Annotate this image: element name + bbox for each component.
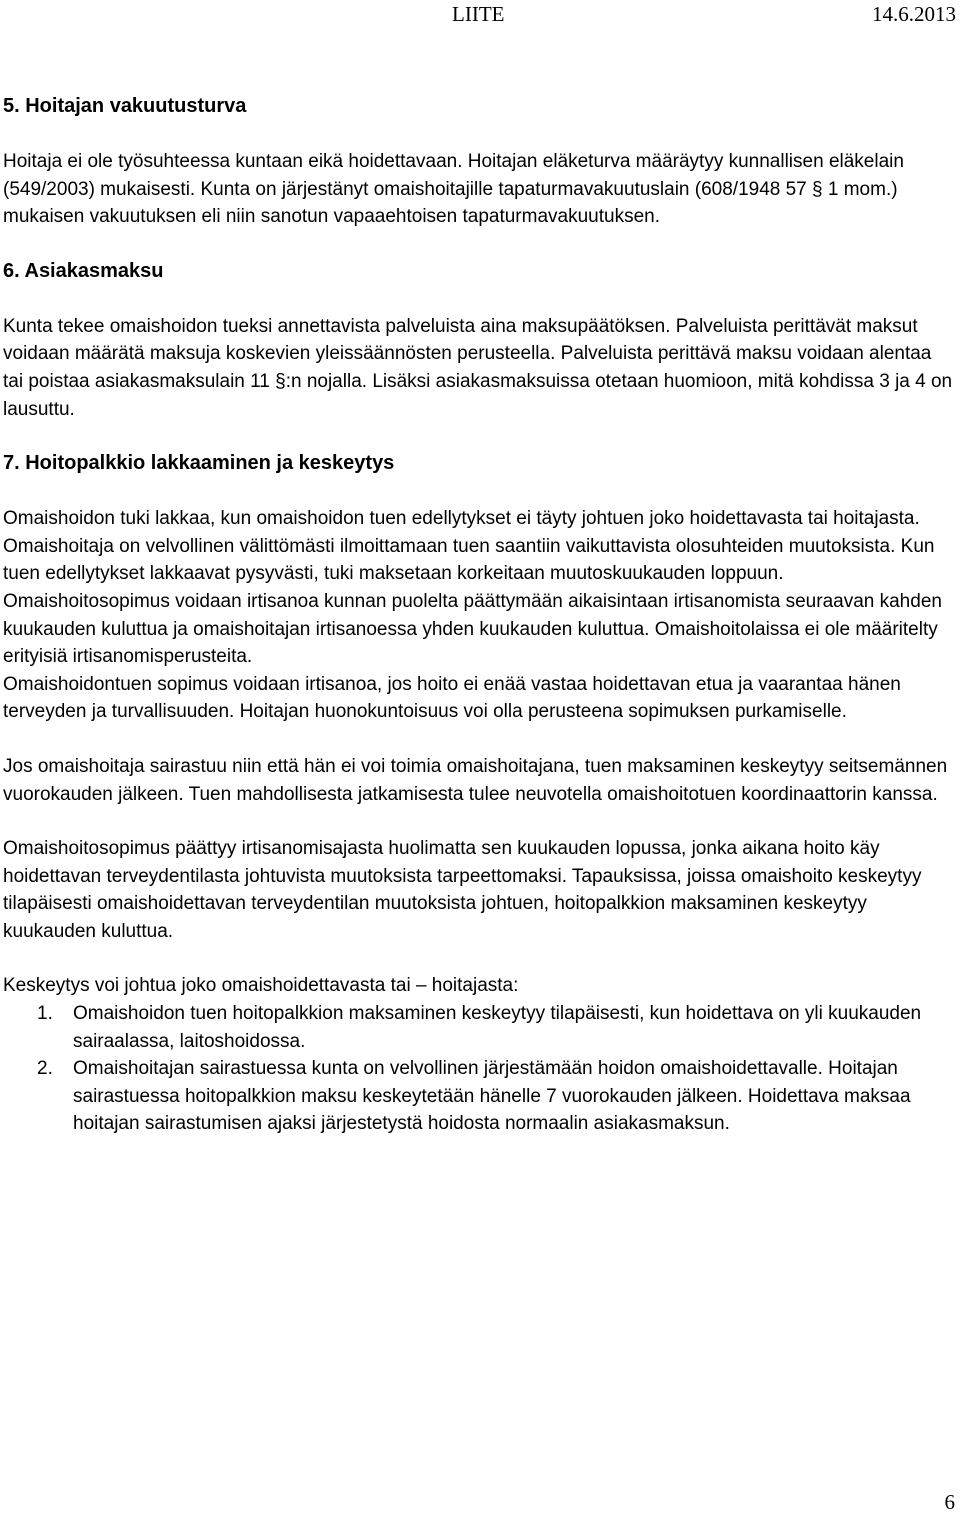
section-heading: 6. Asiakasmaksu xyxy=(3,259,164,282)
list-item xyxy=(3,1055,955,1138)
list-intro: Keskeytys voi johtua joko omaishoidettavasta tai – hoitajasta: xyxy=(3,975,519,997)
list-item-text: Omaishoitajan sairastuessa kunta on velvollinen järjestämään hoidon omaishoidettavalle. Hoitajan sairastuessa hoitopalkkion maksu keskeytetään hänelle 7 vuorokauden jälkeen. Hoidettava maksaa hoitajan sairastumisen ajaksi järjestetystä hoidosta normaalin asiakasmaksun. xyxy=(73,1058,911,1135)
paragraph: Jos omaishoitaja sairastuu niin että hän ei voi toimia omaishoitajana, tuen maksaminen keskeytyy seitsemännen vuorokauden jälkeen. Tuen mahdollisesta jatkamisesta tulee neuvotella omaishoitotuen koordinaattorin kanssa. xyxy=(3,755,948,805)
section-heading: 7. Hoitopalkkio lakkaaminen ja keskeytys xyxy=(3,452,395,475)
header-date: 14.6.2013 xyxy=(872,2,956,26)
section-6 xyxy=(3,258,955,423)
page-number: 6 xyxy=(944,1490,955,1514)
section-7 xyxy=(3,450,955,1138)
header-label: LIITE xyxy=(452,2,505,26)
section-5 xyxy=(3,93,955,231)
paragraph: Hoitaja ei ole työsuhteessa kuntaan eikä hoidettavaan. Hoitajan eläketurva määräytyy kunnallisen eläkelain (549/2003) mukaisesti. Kunta on järjestänyt omaishoitajille tapaturmavakuutuslain (608/1948 57 § 1 mom.) mukaisen vakuutuksen eli niin sanotun vapaaehtoisen tapaturmavakuutuksen. xyxy=(3,151,904,228)
page-header xyxy=(0,0,960,28)
section-heading: 5. Hoitajan vakuutusturva xyxy=(3,95,247,117)
paragraph: Omaishoidontuen sopimus voidaan irtisanoa, jos hoito ei enää vastaa hoidettavan etua ja vaarantaa hänen terveyden ja turvallisuuden. Hoitajan huonokuntoisuus voi olla perusteena sopimuksen purkamiselle. xyxy=(3,673,901,723)
list-item xyxy=(3,1000,955,1055)
paragraph: Omaishoitosopimus päättyy irtisanomisajasta huolimatta sen kuukauden lopussa, jonka aikana hoito käy hoidettavan terveydentilasta johtuvista muutoksista tarpeettomaksi. Tapauksissa, joissa omaishoito keskeytyy tilapäisesti omaishoidettavan terveydentilan muutoksista johtuen, hoitopalkkion maksaminen keskeytyy kuukauden kuluttua. xyxy=(3,838,922,942)
paragraph: Omaishoitosopimus voidaan irtisanoa kunnan puolelta päättymään aikaisintaan irtisanomista seuraavan kahden kuukauden kuluttua ja omaishoitajan irtisanoessa yhden kuukauden kuluttua. Omaishoitolaissa ei ole määritelty erityisiä irtisanomisperusteita. xyxy=(3,590,942,668)
paragraph: Omaishoidon tuki lakkaa, kun omaishoidon tuen edellytykset ei täyty johtuen joko hoidettavasta tai hoitajasta. Omaishoitaja on velvollinen välittömästi ilmoittamaan tuen saantiin vaikuttavista olosuhteiden muutoksista. Kun tuen edellytykset lakkaavat pysyvästi, tuki maksetaan korkeitaan muutoskuukauden loppuun. xyxy=(3,508,935,585)
paragraph: Kunta tekee omaishoidon tueksi annettavista palveluista aina maksupäätöksen. Palveluista perittävät maksut voidaan määrätä maksuja koskevien yleissäännösten perusteella. Palveluista perittävä maksu voidaan alentaa tai poistaa asiakasmaksulain 11 §:n nojalla. Lisäksi asiakasmaksuissa otetaan huomioon, mitä kohdissa 3 ja 4 on lausuttu. xyxy=(3,315,953,420)
list-item-text: Omaishoidon tuen hoitopalkkion maksaminen keskeytyy tilapäisesti, kun hoidettava on yli kuukauden sairaalassa, laitoshoidossa. xyxy=(73,1003,922,1052)
list-item-number: 1. xyxy=(37,1003,53,1025)
list-item-number: 2. xyxy=(37,1058,53,1080)
numbered-list xyxy=(3,1000,955,1138)
document-body xyxy=(3,93,955,1138)
